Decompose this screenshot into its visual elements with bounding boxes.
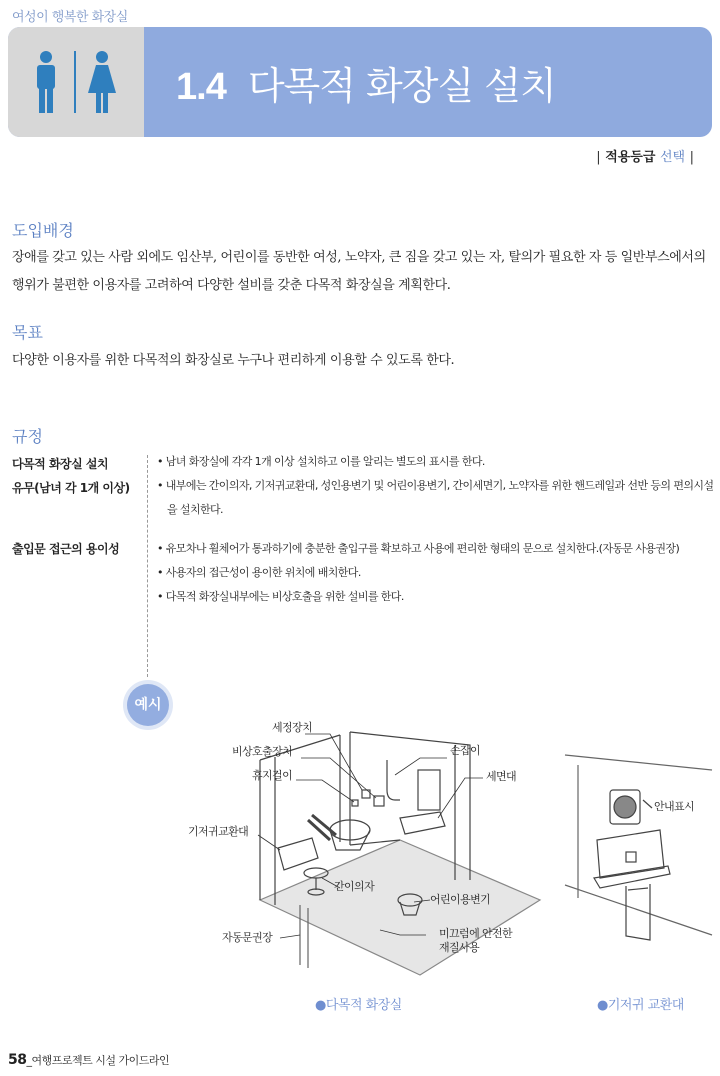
rule-item: • 내부에는 간이의자, 기저귀교환대, 성인용변기 및 어린이용변기, 간이세면기, 노약자를 위한 핸드레일과 선반 등의 편의시설을 설치한다. xyxy=(157,479,714,516)
goal-text: 다양한 이용자를 위한 다목적의 화장실로 누구나 편리하게 이용할 수 있도록 한다. xyxy=(12,353,455,368)
callout-handrail: 손잡이 xyxy=(450,744,481,757)
callout-sign: 안내표시 xyxy=(654,800,695,813)
caption-diaper-station: ●기저귀 교환대 xyxy=(597,998,684,1013)
callout-floor xyxy=(439,927,512,955)
page-footer xyxy=(8,1052,169,1068)
basin xyxy=(400,812,445,834)
caption-multipurpose-restroom: ●다목적 화장실 xyxy=(315,998,402,1013)
application-grade: | 적용등급 선택 | xyxy=(596,150,694,165)
callout-child-toilet: 어린이용변기 xyxy=(430,893,491,906)
rule-item: • 남녀 화장실에 각각 1개 이상 설치하고 이를 알리는 별도의 표시를 한다. xyxy=(157,455,485,468)
callout-floor-line: 미끄럼에 안전한 xyxy=(439,927,513,940)
rule-item: • 다목적 화장실내부에는 비상호출을 위한 설비를 한다. xyxy=(157,590,404,603)
chapter-title-text: 다목적 화장실 설치 xyxy=(247,64,556,108)
page-number: 58 xyxy=(8,1052,27,1068)
rule-item: • 유모차나 휠체어가 통과하기에 충분한 출입구를 확보하고 사용에 편리한 형태의 문으로 설치한다.(자동문 사용권장) xyxy=(157,542,680,555)
footer-title: _여행프로젝트 시설 가이드라인 xyxy=(26,1054,170,1067)
example-badge: 예시 xyxy=(127,684,169,726)
callout-chair: 간이의자 xyxy=(334,880,375,893)
chapter-number: 1.4 xyxy=(176,66,226,108)
rules-heading: 규정 xyxy=(12,427,43,446)
callout-floor-line: 재질사용 xyxy=(439,941,480,954)
mirror xyxy=(418,770,440,810)
baby-sign-icon xyxy=(614,796,636,818)
wash-device xyxy=(362,790,370,798)
intro-heading: 도입배경 xyxy=(12,221,74,240)
grade-label: 적용등급 xyxy=(605,150,656,165)
rule-item: • 사용자의 접근성이 용이한 위치에 배치한다. xyxy=(157,566,361,579)
intro-text: 장애를 갖고 있는 사람 외에도 임산부, 어린이를 동반한 여성, 노약자, 큰 짐을 갖고 있는 자, 탈의가 필요한 자 등 일반부스에서의 행위가 불편한 이용자를 고려하여 다양한 설비를 갖춘 다목적 화장실을 계획한다. xyxy=(12,250,706,293)
diaper-station-illustration xyxy=(565,755,712,940)
handrail xyxy=(387,760,400,800)
callout-diaper: 기저귀교환대 xyxy=(188,825,249,838)
changing-table xyxy=(597,830,664,878)
diaper-table xyxy=(278,838,318,870)
callout-door: 자동문권장 xyxy=(222,931,273,944)
rule-label-line: 다목적 화장실 설치 xyxy=(12,457,109,471)
callout-basin: 세면대 xyxy=(486,770,517,783)
rule-label-line: 유무(남녀 각 1개 이상) xyxy=(12,481,130,495)
goal-heading: 목표 xyxy=(12,323,43,342)
running-head: 여성이 행복한 화장실 xyxy=(12,10,128,25)
callout-wash: 세정장치 xyxy=(272,721,313,734)
callout-paper: 휴지걸이 xyxy=(252,769,293,782)
rule-label-line: 출입문 접근의 용이성 xyxy=(12,542,120,556)
callout-emergency: 비상호출장치 xyxy=(232,745,293,758)
grade-value: 선택 xyxy=(659,150,686,165)
